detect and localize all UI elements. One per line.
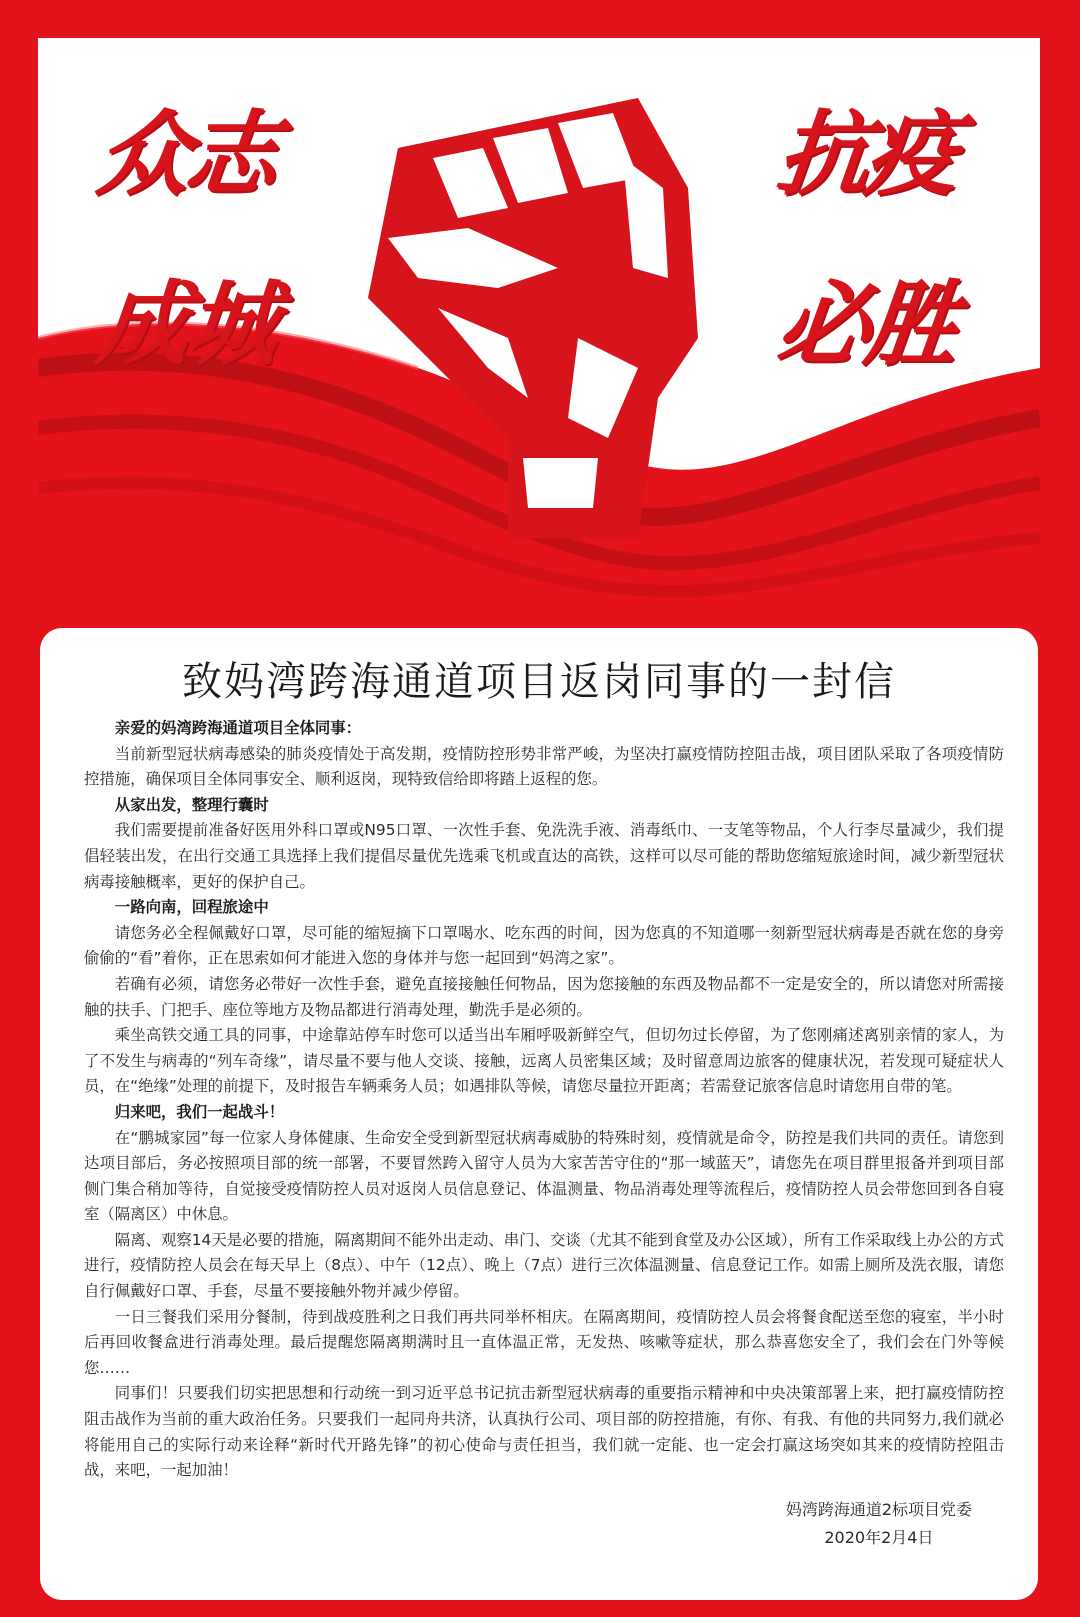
hero-banner — [38, 38, 1040, 598]
letter-card — [40, 628, 1038, 1600]
slogan-left-top: 众志 — [92, 100, 280, 208]
letter-paragraph: 一日三餐我们采用分餐制，待到战疫胜利之日我们再共同举杯相庆。在隔离期间，疫情防控人员会将餐食配送至您的寝室，半小时后再回收餐盒进行消毒处理。最后提醒您隔离期满时且一直体温正常，无发热、咳嗽等症状，那么恭喜您安全了，我们会在门外等候您…… — [84, 1307, 1004, 1377]
signer: 妈湾跨海通道2标项目党委 — [785, 1500, 972, 1519]
letter-paragraph: 请您务必全程佩戴好口罩，尽可能的缩短摘下口罩喝水、吃东西的时间，因为您真的不知道哪一刻新型冠状病毒是否就在您的身旁偷偷的“看”着你，正在思索如何才能进入您的身体并与您一起回到“妈湾之家”。 — [84, 923, 1004, 968]
section-heading: 归来吧，我们一起战斗！ — [114, 1102, 285, 1121]
letter-title: 致妈湾跨海通道项目返岗同事的一封信 — [182, 659, 896, 705]
letter-date: 2020年2月4日 — [824, 1528, 934, 1547]
letter-paragraph: 我们需要提前准备好医用外科口罩或N95口罩、一次性手套、免洗洗手液、消毒纸巾、一支笔等物品，个人行李尽量减少，我们提倡轻装出发，在出行交通工具选择上我们提倡尽量优先选乘飞机或直达的高铁，这样可以尽可能的帮助您缩短旅途时间，减少新型冠状病毒接触概率，更好的保护自己。 — [84, 821, 1004, 891]
section-heading: 一路向南，回程旅途中 — [114, 898, 269, 917]
signature-block — [786, 1496, 972, 1552]
slogan-left-bottom: 成城 — [92, 270, 280, 378]
section-heading: 从家出发，整理行囊时 — [114, 795, 269, 814]
letter-greeting: 亲爱的妈湾跨海通道项目全体同事： — [114, 719, 362, 737]
slogan-right-top: 抗疫 — [772, 100, 960, 208]
letter-paragraph: 当前新型冠状病毒感染的肺炎疫情处于高发期，疫情防控形势非常严峻，为坚决打赢疫情防控阻击战，项目团队采取了各项疫情防控措施，确保项目全体同事安全、顺利返岗，现特致信给即将踏上返程的您。 — [84, 744, 1004, 789]
letter-paragraph: 同事们！只要我们切实把思想和行动统一到习近平总书记抗击新型冠状病毒的重要指示精神和中央决策部署上来，把打赢疫情防控阻击战作为当前的重大政治任务。只要我们一起同舟共济，认真执行公司、项目部的防控措施，有你、有我、有他的共同努力,我们就必将能用自己的实际行动来诠释“新时代开路先锋”的初心使命与责任担当，我们就一定能、也一定会打赢这场突如其来的疫情防控阻击战，来吧，一起加油！ — [84, 1384, 1004, 1480]
letter-paragraph: 隔离、观察14天是必要的措施，隔离期间不能外出走动、串门、交谈（尤其不能到食堂及办公区域），所有工作采取线上办公的方式进行，疫情防控人员会在每天早上（8点）、中午（12点）、晚上（7点）进行三次体温测量、信息登记工作。如需上厕所及洗衣服，请您自行佩戴好口罩、手套，尽量不要接触外物并减少停留。 — [84, 1230, 1004, 1301]
slogan-right-bottom: 必胜 — [772, 270, 960, 378]
letter-paragraph: 乘坐高铁交通工具的同事，中途靠站停车时您可以适当出车厢呼吸新鲜空气，但切勿过长停留，为了您刚痛述离别亲情的家人，为了不发生与病毒的“列车奇缘”，请尽量不要与他人交谈、接触，远离人员密集区域；及时留意周边旅客的健康状况，若发现可疑症状人员，在“绝缘”处理的前提下，及时报告车辆乘务人员；如遇排队等候，请您尽量拉开距离；若需登记旅客信息时请您用自带的笔。 — [84, 1026, 1004, 1096]
letter-body — [84, 716, 1004, 1484]
letter-paragraph: 在“鹏城家园”每一位家人身体健康、生命安全受到新型冠状病毒威胁的特殊时刻，疫情就是命令，防控是我们共同的责任。请您到达项目部后，务必按照项目部的统一部署，不要冒然跨入留守人员为大家苦苦守住的“那一域蓝天”，请您先在项目群里报备并到项目部侧门集合稍加等待，自觉接受疫情防控人员对返岗人员信息登记、体温测量、物品消毒处理等流程后，疫情防控人员会带您回到各自寝室（隔离区）中休息。 — [84, 1128, 1004, 1224]
letter-paragraph: 若确有必须，请您务必带好一次性手套，避免直接接触任何物品，因为您接触的东西及物品都不一定是安全的，所以请您对所需接触的扶手、门把手、座位等地方及物品都进行消毒处理，勤洗手是必须的。 — [84, 974, 1004, 1019]
